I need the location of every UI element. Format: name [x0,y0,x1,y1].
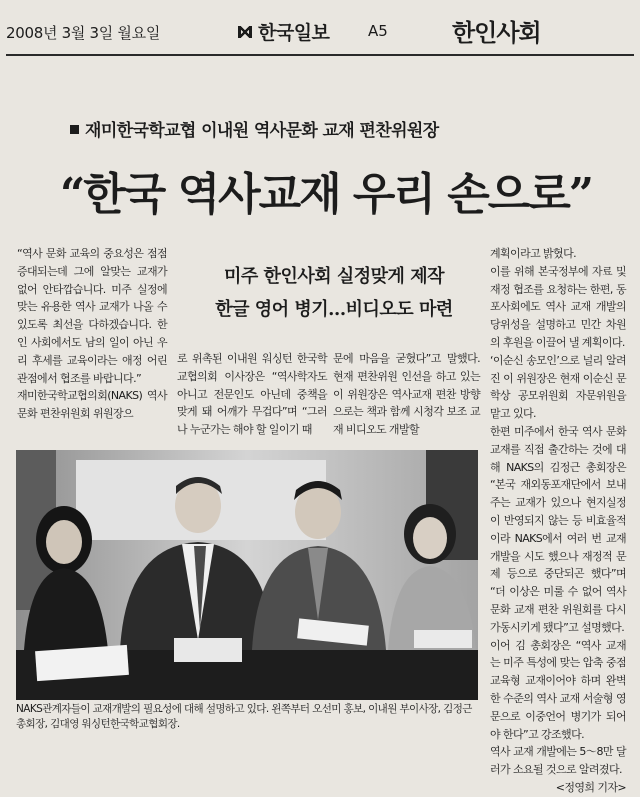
body-column-middle-2 [333,350,480,439]
page-number: A5 [368,22,388,40]
article-headline: “한국 역사교재 우리 손으로” [59,169,593,220]
body-column-left [17,245,167,423]
article-subhead-1: 미주 한인사회 실정맞게 제작 [224,266,444,287]
body-column-right [490,245,626,797]
group-photo-illustration [16,450,478,700]
body-paragraph: “역사 문화 교육의 중요성은 점점 증대되는데 그에 알맞는 교재가 없어 안타깝습니다. 미주 실정에 맞는 유용한 역사 교재가 나올 수 있도록 최선을 다하겠습니다. 한인 사회에서도 남의 일이 아닌 우리 후세를 교육이라는 애정 어린 관점에서 협조를 바랍니다.” [17,247,167,385]
square-bullet-icon [70,125,79,134]
body-paragraph: 이어 김 총회장은 “역사 교재는 미주 특성에 맞는 압축 중점 교육형 교재이어야 하며 완벽한 수준의 역사 교재 서술형 영문으로 이중언어 병기가 되어야 한다”고 강조했다. [490,638,626,741]
body-paragraph: 재미한국학교협의회(NAKS) 역사 문화 편찬위원회 위원장으 [17,389,167,421]
body-paragraph: 역사 교재 개발에는 5～8만 달러가 소요될 것으로 알려졌다. [490,745,626,777]
body-paragraph: 계획이라고 밝혔다. [490,247,577,260]
body-paragraph: 문에 마음을 굳혔다”고 말했다. 현재 편찬위원 인선을 하고 있는 이 위원장은 역사교재 편찬 방향으로는 책과 함께 시청각 보조 교재 비디오도 개발할 [333,352,480,437]
masthead-rule [6,54,634,56]
newspaper-name-text: 한국일보 [258,22,330,44]
kicker-text: 재미한국학교협 이내원 역사문화 교재 편찬위원장 [85,121,439,141]
article-photo [16,450,478,700]
article-subhead-2: 한글 영어 병기…비디오도 마련 [215,299,453,320]
newspaper-name [238,18,329,45]
body-paragraph: ‘이순신 송모인’으로 널리 알려진 이 위원장은 현재 이순신 문학상 공모위원회 자문위원을 맡고 있다. [490,353,626,421]
publication-date: 2008년 3월 3일 월요일 [6,24,161,42]
newspaper-logo-icon [238,26,252,38]
body-paragraph: 로 위촉된 이내원 워싱턴 한국학교협의회 이사장은 “역사학자도 아니고 전문인도 아닌데 중책을 맞게 돼 어깨가 무겁다”며 “그러나 누군가는 해야 할 일이기 때 [177,352,327,437]
section-title: 한인사회 [452,19,541,47]
photo-caption: NAKS관계자들이 교재개발의 필요성에 대해 설명하고 있다. 왼쪽부터 오선미 홍보, 이내원 부이사장, 김정근 총회장, 김대영 워싱턴한국학교협회장. [16,703,472,730]
body-paragraph: 한편 미주에서 한국 역사 문화 교재를 직접 출간하는 것에 대해 NAKS의 김정근 총회장은 “본국 재외동포재단에서 보내주는 교재가 있으나 현지실정이 반영되지 않는 등 비효율적이라 NAKS에서 여러 번 교재 개발을 시도 했으나 재정적 문제 등으로 중단되곤 했다”며 “더 이상은 미룰 수 없어 역사 문화 교재 편찬 위원회를 다시 가동시키게 됐다”고 설명했다. [490,424,626,634]
body-paragraph: 이를 위해 본국정부에 자료 및 재정 협조를 요청하는 한편, 동포사회에도 역사 교재 개발의 당위성을 설명하고 민간 차원의 후원을 이끌어 낼 계획이다. [490,264,626,349]
masthead [0,0,640,66]
article-byline: <정영희 기자> [555,780,626,794]
body-column-middle-1 [177,350,327,439]
article-kicker [70,116,439,141]
